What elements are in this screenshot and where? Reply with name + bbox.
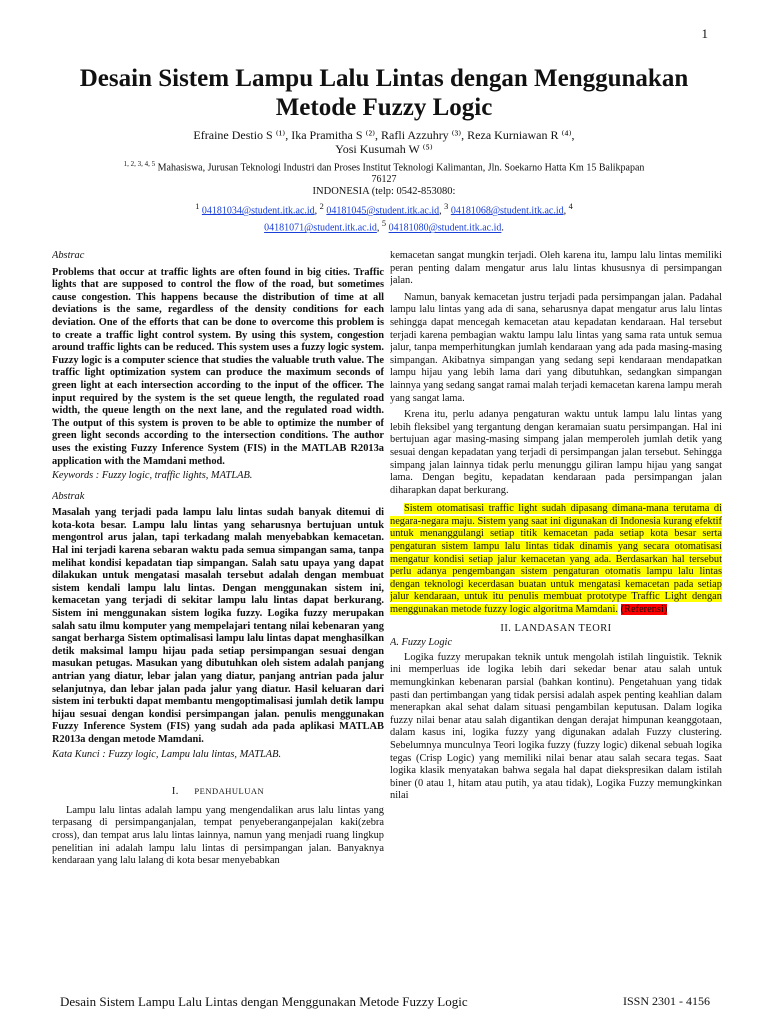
author-list (40, 128, 728, 156)
email-link-3[interactable]: 04181068@student.itk.ac.id (450, 205, 564, 217)
affiliation-line-2: 76127 (371, 174, 397, 186)
subsection-a-title: A. Fuzzy Logic (390, 637, 453, 649)
email-link-4[interactable]: 04181071@student.itk.ac.id (264, 222, 377, 234)
abstract-id-heading: Abstrak (52, 490, 85, 502)
section-1-numeral: I. (171, 786, 179, 798)
email-mark-1: 1 (195, 202, 200, 211)
body-paragraph-1: kemacetan sangat mungkin terjadi. Oleh karena itu, lampu lalu lintas memiliki peran penting dalam mengatur arus lalu lintas khususnya di persimpangan jalan. (390, 250, 722, 287)
affiliation (40, 158, 728, 198)
section-2-title: II. LANDASAN TEORI (500, 622, 612, 634)
email-list: $^1$ 04181034@student.itk.ac.id, $^2$ 04181045@student.itk.ac.id, $^3$ 04181068@student.itk.ac.id, $^4$ 04181071@student.itk.ac.id, $^5$ 04181080@student.itk.ac.id. (195, 202, 573, 234)
affiliation-text: Mahasiswa, Jurusan Teknologi Industri dan Proses Institut Teknologi Kalimantan, Jln. Soekarno Hatta Km 15 Balikpapan (157, 162, 645, 174)
body-paragraph-5: Logika fuzzy merupakan teknik untuk mengolah istilah linguistik. Teknik ini memperluas ide logika lebih dari sekedar benar atau salah untuk memungkinkan kebenaran parsial (bahkan kontinu). Pengetahuan yang tidak pasti dan pertimbangan yang tidak persisi adalah aspek penting keahlian dalam menerapkan akal sehat dalam situasi pengambilan keputusan. Dalam logika fuzzy nilai benar atau salah digantikan dengan derajat himpunan keanggotaan, dalam kasus ini, logika fuzzy yang digunakan adalah Fuzzy clustering. Sebelumnya munculnya Teori logika fuzzy (fuzzy logic) dikenal sebuah logika tegas (Crisp Logic) yang memiliki nilai benar atau salah secara tegas. Saat logika klasik menyatakan bahwa segala hal dapat diekspresikan dalam istilah biner (0 atau 1, hitam atau putih, ya atau tidak), Logika Fuzzy memungkinkan nilai (390, 651, 722, 802)
section-1-title (52, 785, 384, 799)
email-mark-2: 2 (319, 202, 324, 211)
body-paragraph-4 (390, 503, 722, 616)
affiliation-line-1 (40, 158, 728, 174)
right-column (390, 250, 722, 985)
reference-placeholder: (Referensi) (620, 604, 668, 616)
email-mark-5: 5 (381, 219, 387, 229)
affiliation-line-3: INDONESIA (telp: 0542-853080: (312, 186, 456, 198)
left-column (52, 250, 384, 985)
intro-paragraph-1: Lampu lalu lintas adalah lampu yang mengendalikan arus lalu lintas yang terpasang di persimpanganjalan, tempat penyeberanganpejalan kaki(zebra cross), dan tempat arus lalu lintas lainnya, namun yang menjadi ruang lingkup penelitian ini adalah lampu lalu lintas di persimpangan jalan. Banyaknya kendaraan yang lalu lalang di kota besar menyebabkan (52, 804, 384, 867)
email-link-5[interactable]: 04181080@student.itk.ac.id (388, 222, 502, 234)
authors-line-1: Efraine Destio S ⁽¹⁾, Ika Pramitha S ⁽²⁾, Rafli Azzuhry ⁽³⁾, Reza Kurniawan R ⁽⁴⁾, (193, 128, 575, 142)
email-link-1[interactable]: 04181034@student.itk.ac.id (201, 205, 315, 217)
email-mark-4: 4 (568, 202, 573, 211)
body-paragraph-2: Namun, banyak kemacetan justru terjadi pada persimpangan jalan. Padahal lampu lalu lintas yang ada di sana, seharusnya dapat mengatur arus lalu lintas sehingga dapat mencegah kemacetan atau kepadatan kendaraan. Hal tersebut terjadi karena pembagian waktu lampu lalu lintas yang sama rata untuk semua jalur, tanpa memperhitungkan jumlah kendaraan yang ada pada masing-masing simpangan. Akibatnya simpangan yang sedang sepi kendaraan mendapatkan lampu hijau yang lebih lama dari yang dibutuhkan, sedangkan simpangan lainnya yang sedang sangat ramai malah terjadi kemacetan karena lampu merah yang sangat lama. (390, 291, 722, 404)
paper-title: Desain Sistem Lampu Lalu Lintas dengan Menggunakan Metode Fuzzy Logic (79, 65, 689, 121)
abstract-en-keywords: Keywords : Fuzzy logic, traffic lights, MATLAB. (52, 470, 253, 482)
footer-title: Desain Sistem Lampu Lalu Lintas dengan Menggunakan Metode Fuzzy Logic (60, 994, 468, 1009)
body-paragraph-3: Krena itu, perlu adanya pengaturan waktu untuk lampu lalu lintas yang lebih fleksibel yang tergantung dengan keramaian suatu persimpangan. Hal ini bertujuan agar masing-masing simpang jalan memperoleh jumlah detik yang sesuai dengan kepadatan yang terjadi di persimpangan jalan tersebut. Sehingga simpang jalan lainnya tidak perlu menunggu giliran lampu hijau yang sangat lama. Dengan begitu, kepadatan kendaraan pada persimpangan jalan diharapkan dapat berkurang. (390, 409, 722, 496)
email-mark-3: 3 (444, 202, 449, 211)
footer-issn: ISSN 2301 - 4156 (622, 994, 710, 1008)
abstract-en-body: Problems that occur at traffic lights are often found in big cities. Traffic lights that are supposed to control the flow of the road, but sometimes cause congestion. This happens because the distribution of time at all deviations is the same, regardless of the density conditions for each deviation. One of the efforts that can be done to overcome this problem is to create a traffic light control system. By using this system, congestion around traffic lights can be reduced. This system uses a fuzzy logic system. Fuzzy logic is a computer science that studies the valuable truth value. The traffic light optimization system can produce the maximum seconds of green light at each intersection according to the input of the officer. The input required by the system is the set queue length, the regulated road width, the queue length on the next lane, and the regulated road width. The output of this system is proven to be able to optimize the number of green light seconds according to the intersection conditions. The author uses the existing Fuzzy Inference System (FIS) in the MATLAB R2013a application with the Mamdani method. (52, 266, 384, 467)
abstract-id-keywords: Kata Kunci : Fuzzy logic, Lampu lalu lintas, MATLAB. (52, 748, 282, 760)
email-link-2[interactable]: 04181045@student.itk.ac.id (326, 205, 440, 217)
highlighted-text: Sistem otomatisasi traffic light sudah dipasang dimana-mana terutama di negara-negara maju. Sistem yang saat ini digunakan di Indonesia kurang efektif untuk menanggulangi setiap titik kemacetan pada setiap kota besar serta pengaturan sistem lampu lalu lintas tidak dinamis yang secara otomatisasi mengatur kondisi setiap jalur kemacetan yang ada. Berdasarkan hal tersebut perlu adanya pengembangan sistem pengaturan otomatis lampu lalu lintas dengan teknologi kecerdasan buatan untuk mengatasi kemacetan pada setiap jalur kendaraan, untuk itu penulis membuat prototype Traffic Light dengan menggunakan metode fuzzy logic algoritma Mamdani. (390, 503, 722, 616)
affiliation-marks: 1, 2, 3, 4, 5 (123, 160, 156, 168)
section-1-label: PENDAHULUAN (194, 786, 265, 797)
authors-line-2: Yosi Kusumah W ⁽⁵⁾ (335, 142, 433, 156)
abstract-en-heading: Abstrac (52, 250, 85, 261)
abstract-id-body: Masalah yang terjadi pada lampu lalu lintas sudah banyak ditemui di kota-kota besar. Lampu lalu lintas yang seharusnya bertujuan untuk mengontrol arus jalan, tapi terkadang malah menyebabkan kemacetan. Hal ini terjadi karena sebaran waktu pada semua simpangan sama, tanpa melihat kondisi kepadatan tiap simpangan. Salah satu upaya yang dapat dilakukan untuk mengatasi masalah tersebut adalah dengan membuat sistem kendali lampu lalu lintas. Dengan menggunakan sistem ini, kemacetan yang terjadi di sekitar lampu lalu lintas dapat berkurang. Sistem ini menggunakan sistem logika fuzzy. Logika fuzzy merupakan salah satu ilmu komputer yang mempelajari tentang nilai kebenaran yang sangat berharga Sistem optimalisasi lampu lalu lintas dapat menghasilkan detik maksimal lampu hijau pada setiap persimpangan sesuai dengan masukan petugas. Masukan yang dibutuhkan oleh sistem adalah panjang antrian yang diatur, lebar jalan yang diatur, panjang antrian pada jalur selanjutnya, dan lebar jalan pada jalur yang diatur. Hasil keluaran dari sistem ini terbukti dapat membantu mengoptimalisasi jumlah detik lampu hijau sesuai dengan kondisi persimpangan jalan. penulis menggunakan Fuzzy Inference System (FIS) yang sudah ada pada aplikasi MATLAB R2013a dengan metode Mamdani. (52, 507, 384, 745)
page-number: 1 (701, 26, 708, 41)
